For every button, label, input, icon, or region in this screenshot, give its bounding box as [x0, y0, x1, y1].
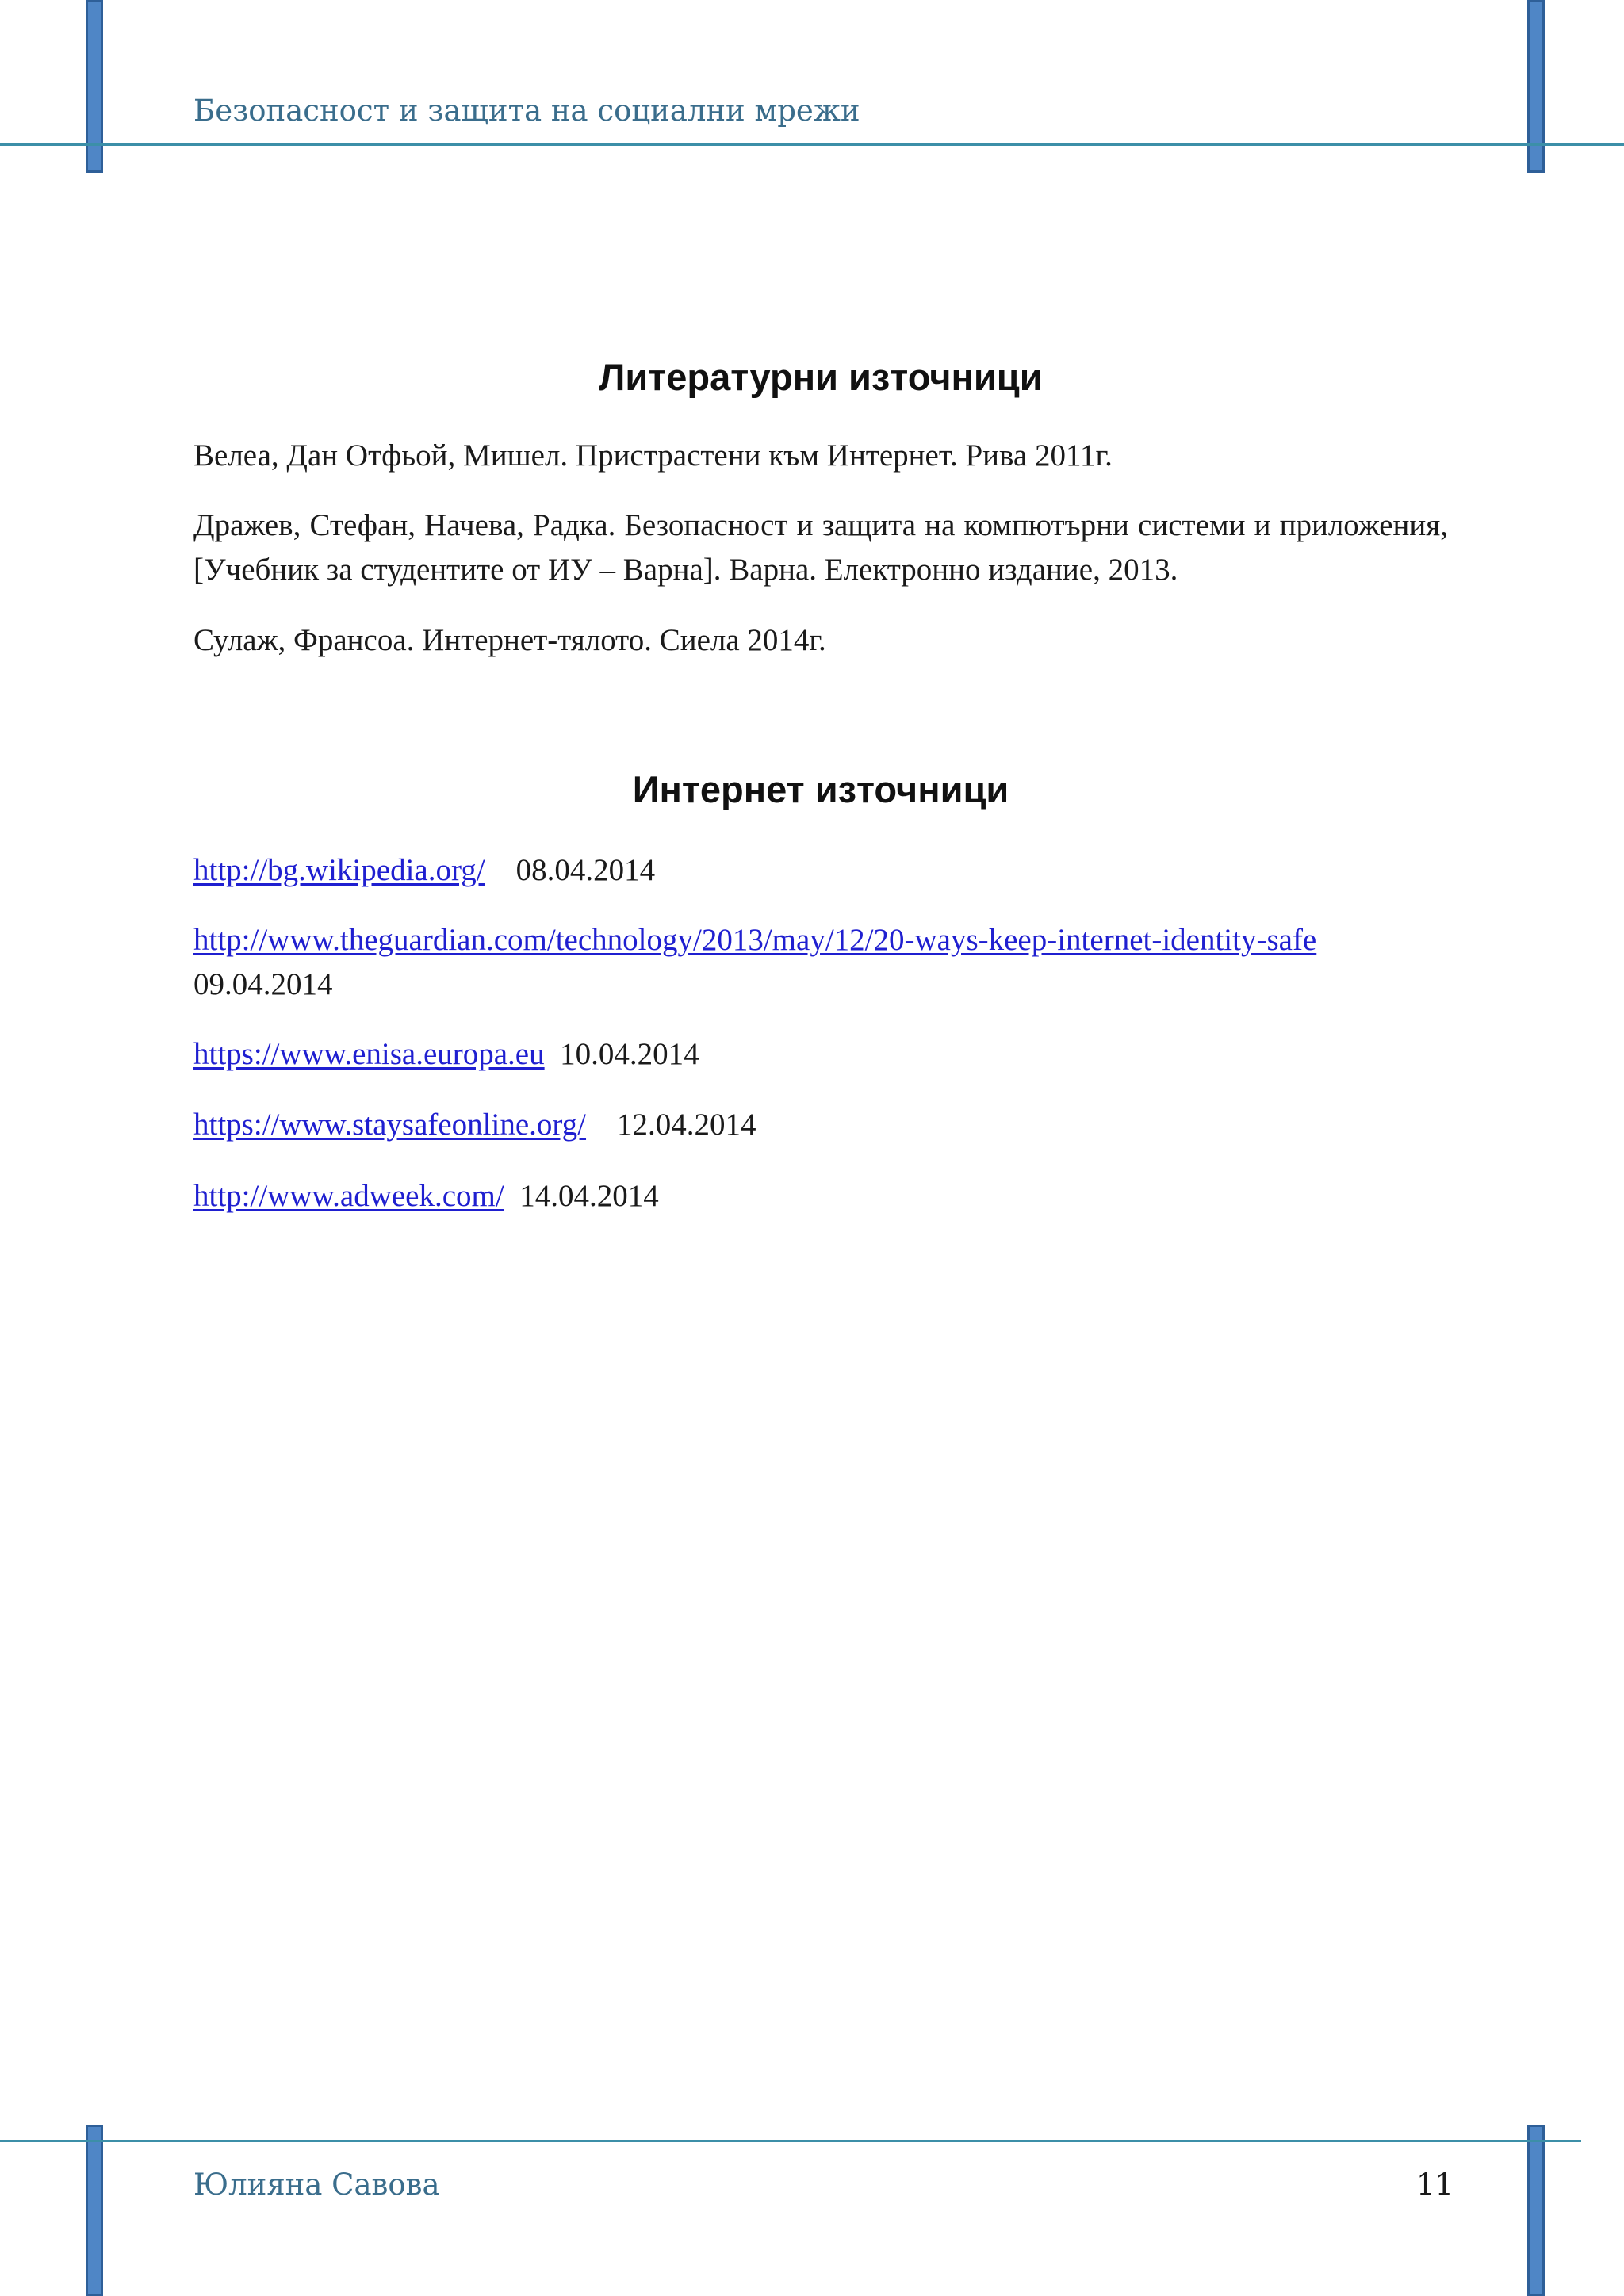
footer-right-bar [1527, 2125, 1545, 2296]
access-date: 09.04.2014 [193, 967, 333, 1001]
access-date: 10.04.2014 [560, 1037, 699, 1071]
source-link-enisa[interactable]: https://www.enisa.europa.eu [193, 1037, 545, 1071]
header-right-bar [1527, 0, 1545, 173]
internet-entry-5 [193, 1174, 1448, 1219]
internet-entry-4 [193, 1103, 1448, 1147]
page-number: 11 [1416, 2168, 1454, 2202]
running-header-title: Безопасност и защита на социални мрежи [193, 94, 860, 128]
footer-left-bar [86, 2125, 103, 2296]
access-date: 12.04.2014 [617, 1108, 756, 1142]
internet-entry-3 [193, 1032, 1448, 1077]
literature-entry-1: Велеа, Дан Отфьой, Мишел. Пристрастени към Интернет. Рива 2011г. [193, 438, 1113, 473]
header-rule [0, 144, 1624, 146]
literature-entry-2: Дражев, Стефан, Начева, Радка. Безопасност и защита на компютърни системи и приложения, [Учебник за студентите от ИУ – Варна]. Варна. Електронно издание, 2013. [193, 508, 1448, 587]
source-link-staysafeonline[interactable]: https://www.staysafeonline.org/ [193, 1108, 587, 1142]
access-date: 14.04.2014 [519, 1179, 659, 1213]
header-left-bar [86, 0, 103, 173]
literature-heading: Литературни източници [599, 356, 1043, 398]
internet-entry-1 [193, 848, 1448, 893]
internet-heading: Интернет източници [632, 768, 1009, 810]
access-date: 08.04.2014 [515, 853, 656, 887]
source-link-wikipedia[interactable]: http://bg.wikipedia.org/ [193, 853, 485, 887]
footer-author: Юлияна Савова [193, 2168, 440, 2202]
internet-entry-2 [193, 918, 1448, 1007]
footer-rule [0, 2140, 1581, 2142]
literature-entry-3: Сулаж, Франсоа. Интернет-тялото. Сиела 2014г. [193, 623, 826, 657]
source-link-theguardian[interactable]: http://www.theguardian.com/technology/2013/may/12/20-ways-keep-internet-identity-safe [193, 923, 1317, 957]
source-link-adweek[interactable]: http://www.adweek.com/ [193, 1179, 504, 1213]
